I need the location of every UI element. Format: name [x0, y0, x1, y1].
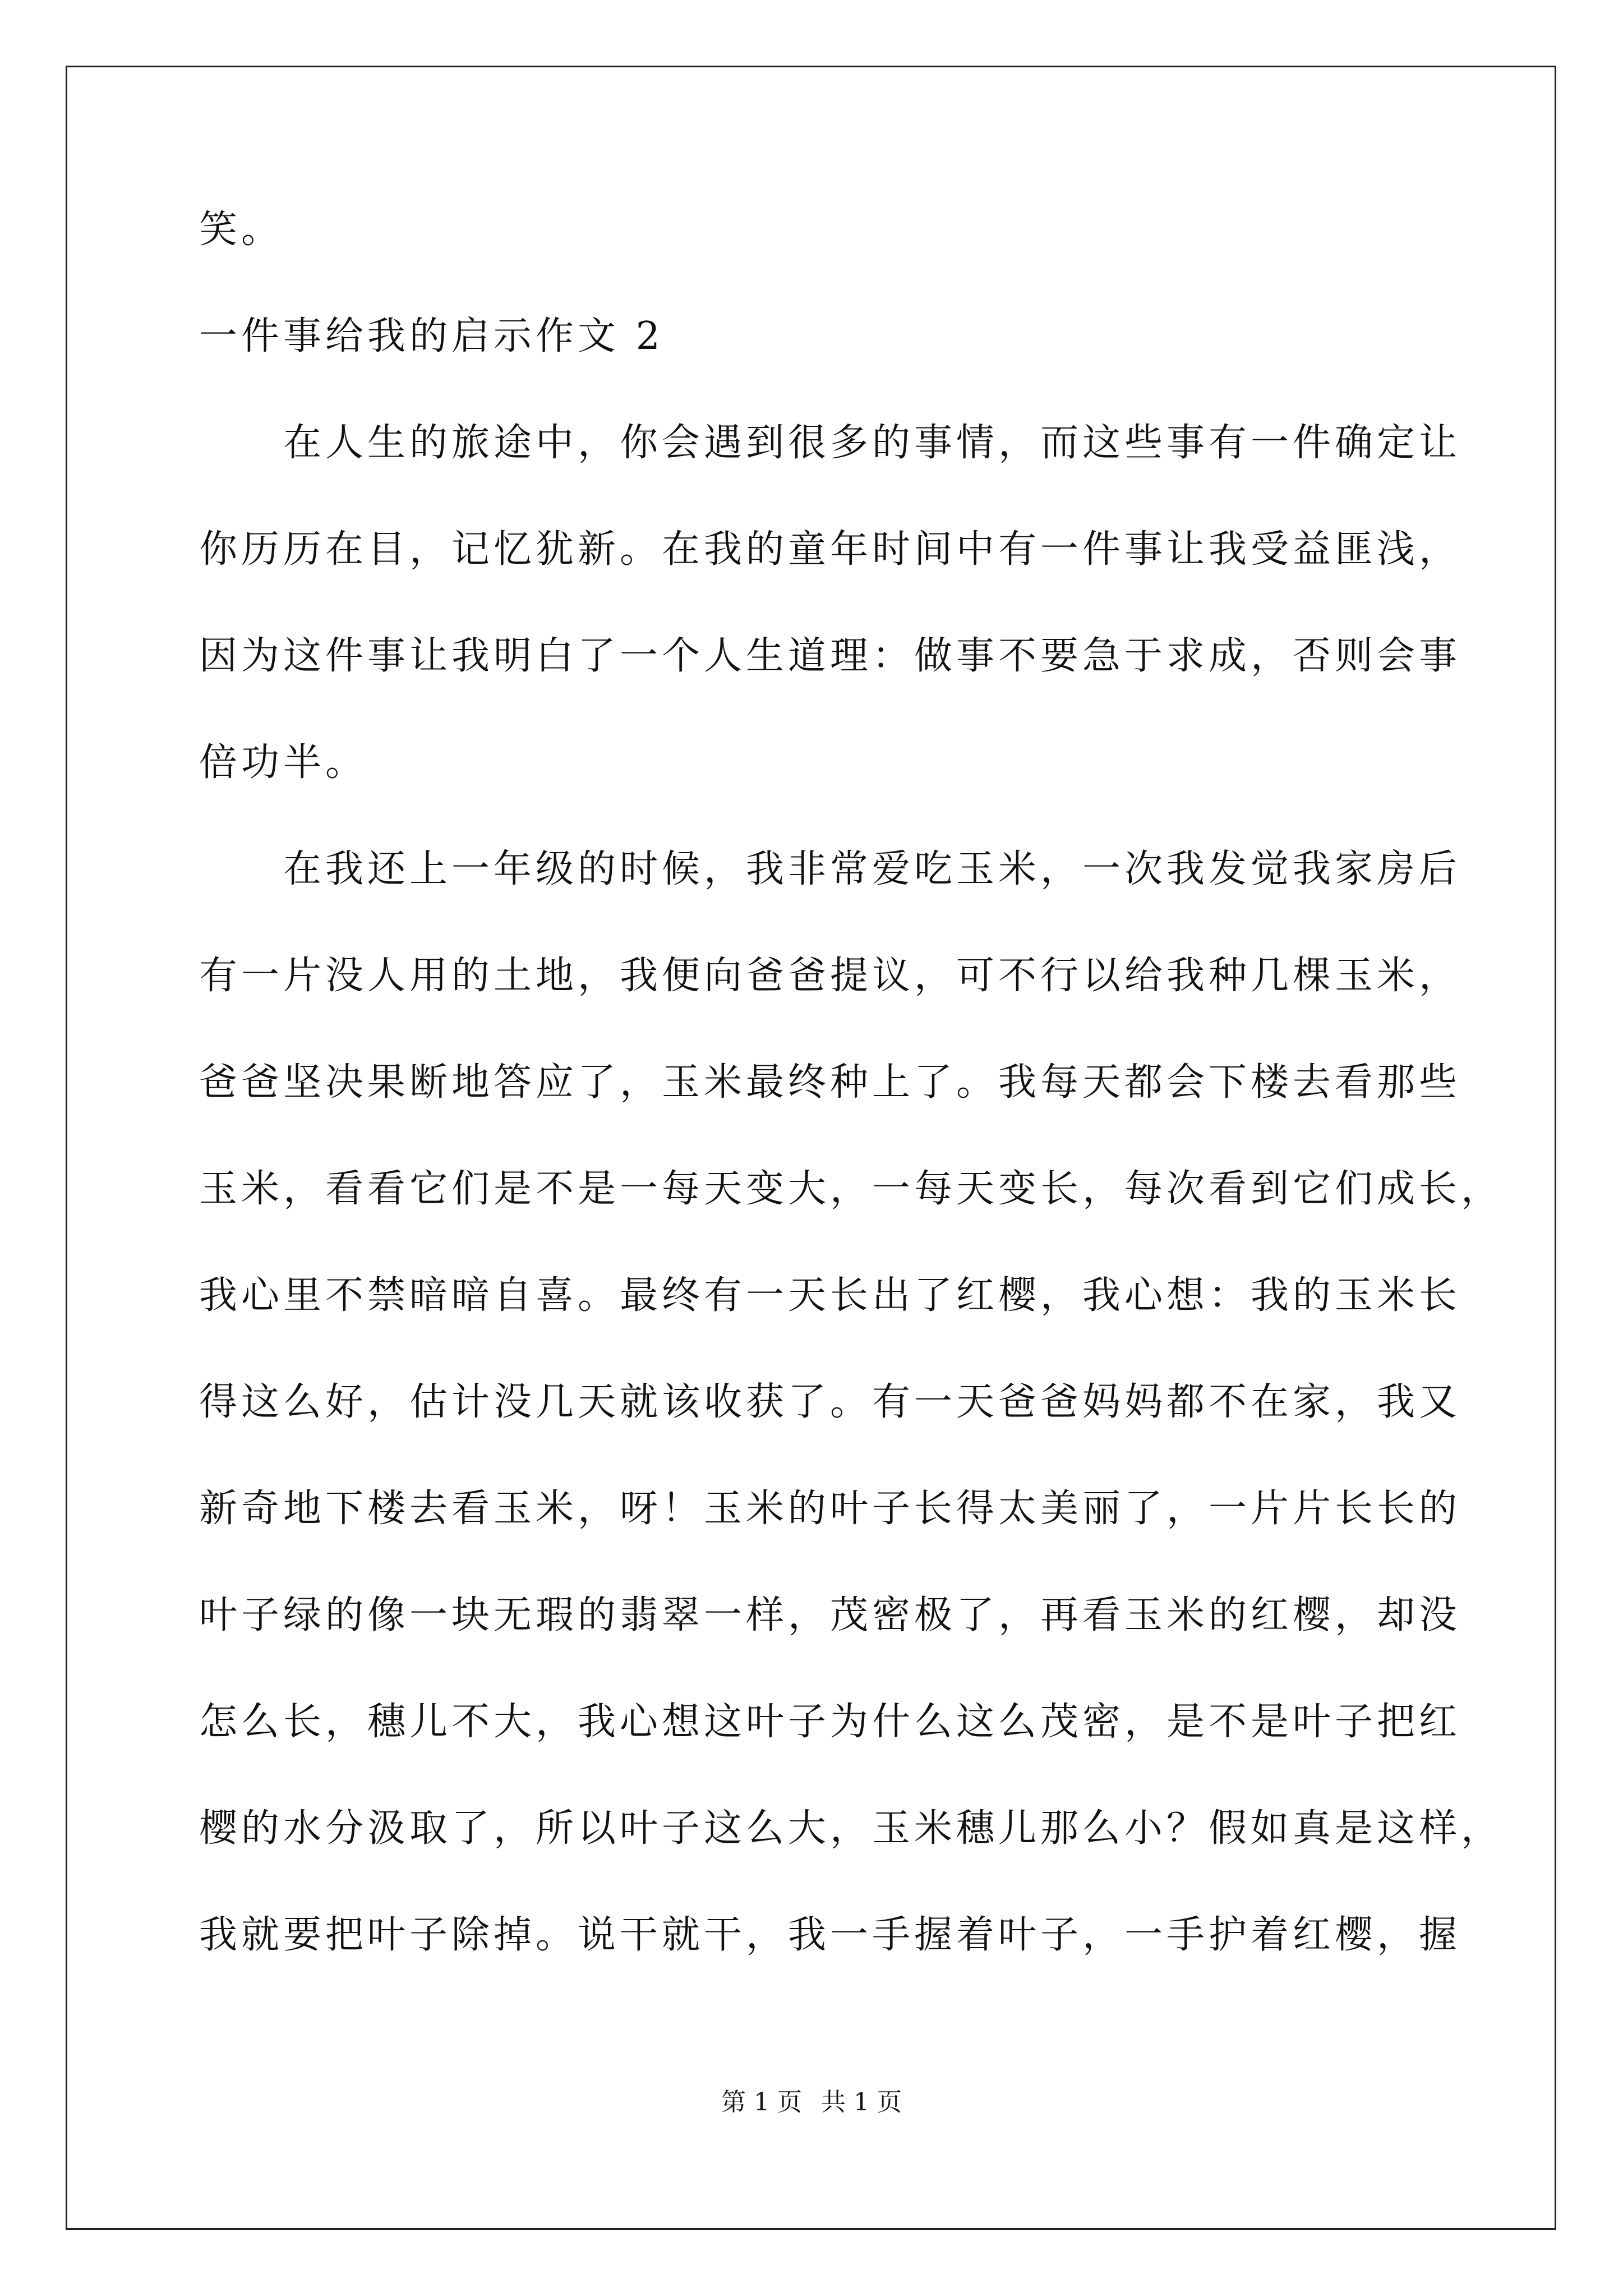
section-heading: 一件事给我的启示作文 2 [199, 314, 664, 358]
text-line: 因为这件事让我明白了一个人生道理：做事不要急于求成，否则会事 [199, 634, 1461, 678]
page-number: 第 1 页 [721, 2088, 802, 2116]
text-line: 在我还上一年级的时候，我非常爱吃玉米，一次我发觉我家房后 [199, 847, 1461, 891]
document-body [199, 208, 1504, 2019]
text-line: 樱的水分汲取了，所以叶子这么大，玉米穗儿那么小？假如真是这样， [199, 1806, 1504, 1851]
text-line: 在人生的旅途中，你会遇到很多的事情，而这些事有一件确定让 [199, 421, 1461, 465]
text-line: 得这么好，估计没几天就该收获了。有一天爸爸妈妈都不在家，我又 [199, 1380, 1461, 1424]
text-line: 玉米，看看它们是不是一每天变大，一每天变长，每次看到它们成长， [199, 1167, 1504, 1211]
page-total: 共 1 页 [821, 2088, 902, 2116]
text-line: 倍功半。 [199, 740, 368, 785]
text-line: 你历历在目，记忆犹新。在我的童年时间中有一件事让我受益匪浅， [199, 527, 1461, 572]
text-line: 笑。 [199, 208, 284, 252]
text-line: 新奇地下楼去看玉米，呀！玉米的叶子长得太美丽了，一片片长长的 [199, 1487, 1461, 1531]
text-line: 怎么长，穗儿不大，我心想这叶子为什么这么茂密，是不是叶子把红 [199, 1700, 1461, 1744]
text-line: 叶子绿的像一块无瑕的翡翠一样，茂密极了，再看玉米的红樱，却没 [199, 1593, 1461, 1637]
text-line: 我心里不禁暗暗自喜。最终有一天长出了红樱，我心想：我的玉米长 [199, 1273, 1461, 1318]
text-line: 有一片没人用的土地，我便向爸爸提议，可不行以给我种几棵玉米， [199, 954, 1461, 998]
text-line: 我就要把叶子除掉。说干就干，我一手握着叶子，一手护着红樱，握 [199, 1913, 1461, 1957]
text-line: 爸爸坚决果断地答应了，玉米最终种上了。我每天都会下楼去看那些 [199, 1060, 1461, 1105]
page-footer [0, 2087, 1623, 2118]
